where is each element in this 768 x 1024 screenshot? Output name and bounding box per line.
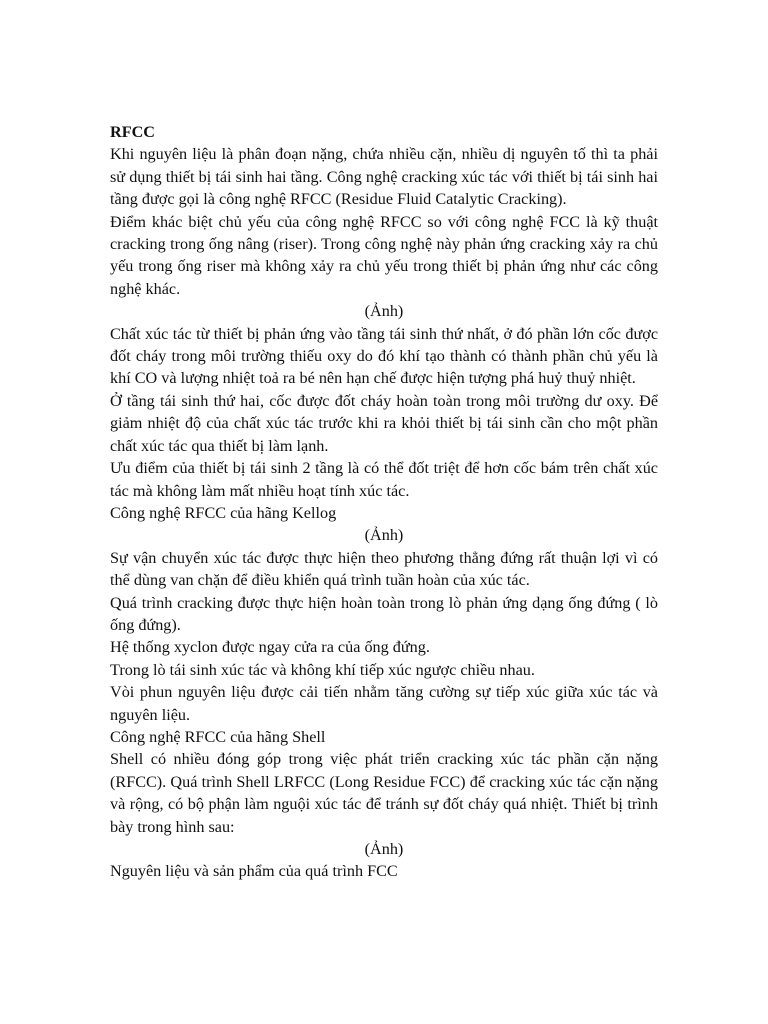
image-placeholder-caption: (Ảnh) xyxy=(364,526,404,545)
image-placeholder-caption: (Ảnh) xyxy=(364,840,404,858)
paragraph: Khi nguyên liệu là phân đoạn nặng, chứa nhiều cặn, nhiều dị nguyên tố thì ta phải sử dụng thiết bị tái sinh hai tầng. Công nghệ cracking xúc tác với thiết bị tái sinh hai tầng được gọi là công nghệ RFCC (Residue Fluid Catalytic Cracking). xyxy=(110,145,658,209)
paragraph: Shell có nhiều đóng góp trong việc phát triển cracking xúc tác phần cặn nặng (RFCC). Quá trình Shell LRFCC (Long Residue FCC) để cracking xúc tác cặn nặng và rộng, có bộ phận làm nguội xúc tác để tránh sự đốt cháy quá nhiệt. Thiết bị trình bày trong hình sau: xyxy=(110,750,658,836)
document-page xyxy=(110,121,658,883)
paragraph: Hệ thống xyclon được ngay cửa ra của ống đứng. xyxy=(110,638,430,657)
subsection-heading: Công nghệ RFCC của hãng Shell xyxy=(110,727,326,746)
paragraph: Ưu điểm của thiết bị tái sinh 2 tầng là có thể đốt triệt để hơn cốc bám trên chất xúc tác mà không làm mất nhiều hoạt tính xúc tác. xyxy=(110,459,658,500)
section-title: RFCC xyxy=(110,123,155,141)
paragraph: Sự vận chuyển xúc tác được thực hiện theo phương thẳng đứng rất thuận lợi vì có thể dùng van chặn để điều khiển quá trình tuần hoàn của xúc tác. xyxy=(110,548,658,590)
paragraph: Điểm khác biệt chủ yếu của công nghệ RFCC so với công nghệ FCC là kỹ thuật cracking trong ống nâng (riser). Trong công nghệ này phản ứng cracking xảy ra chủ yếu trong ống riser mà không xảy ra chủ yếu trong thiết bị phản ứng như các công nghệ khác. xyxy=(110,212,658,298)
paragraph: Quá trình cracking được thực hiện hoàn toàn trong lò phản ứng dạng ống đứng ( lò ống đứng). xyxy=(110,593,658,634)
paragraph: Trong lò tái sinh xúc tác và không khí tiếp xúc ngược chiều nhau. xyxy=(110,660,535,679)
paragraph: Vòi phun nguyên liệu được cải tiến nhằm tăng cường sự tiếp xúc giữa xúc tác và nguyên liệu. xyxy=(110,683,658,724)
subsection-heading: Nguyên liệu và sản phẩm của quá trình FCC xyxy=(110,862,398,881)
paragraph: Ở tầng tái sinh thứ hai, cốc được đốt cháy hoàn toàn trong môi trường dư oxy. Để giảm nhiệt độ của chất xúc tác trước khi ra khỏi thiết bị tái sinh cần cho một phần chất xúc tác qua thiết bị làm lạnh. xyxy=(110,391,658,455)
paragraph: Chất xúc tác từ thiết bị phản ứng vào tầng tái sinh thứ nhất, ở đó phần lớn cốc được đốt cháy trong môi trường thiếu oxy do đó khí tạo thành có thành phần chủ yếu là khí CO và lượng nhiệt toả ra bé nên hạn chế được hiện tượng phá huỷ thuỷ nhiệt. xyxy=(110,324,658,388)
image-placeholder-caption: (Ảnh) xyxy=(364,302,404,321)
subsection-heading: Công nghệ RFCC của hãng Kellog xyxy=(110,503,337,522)
